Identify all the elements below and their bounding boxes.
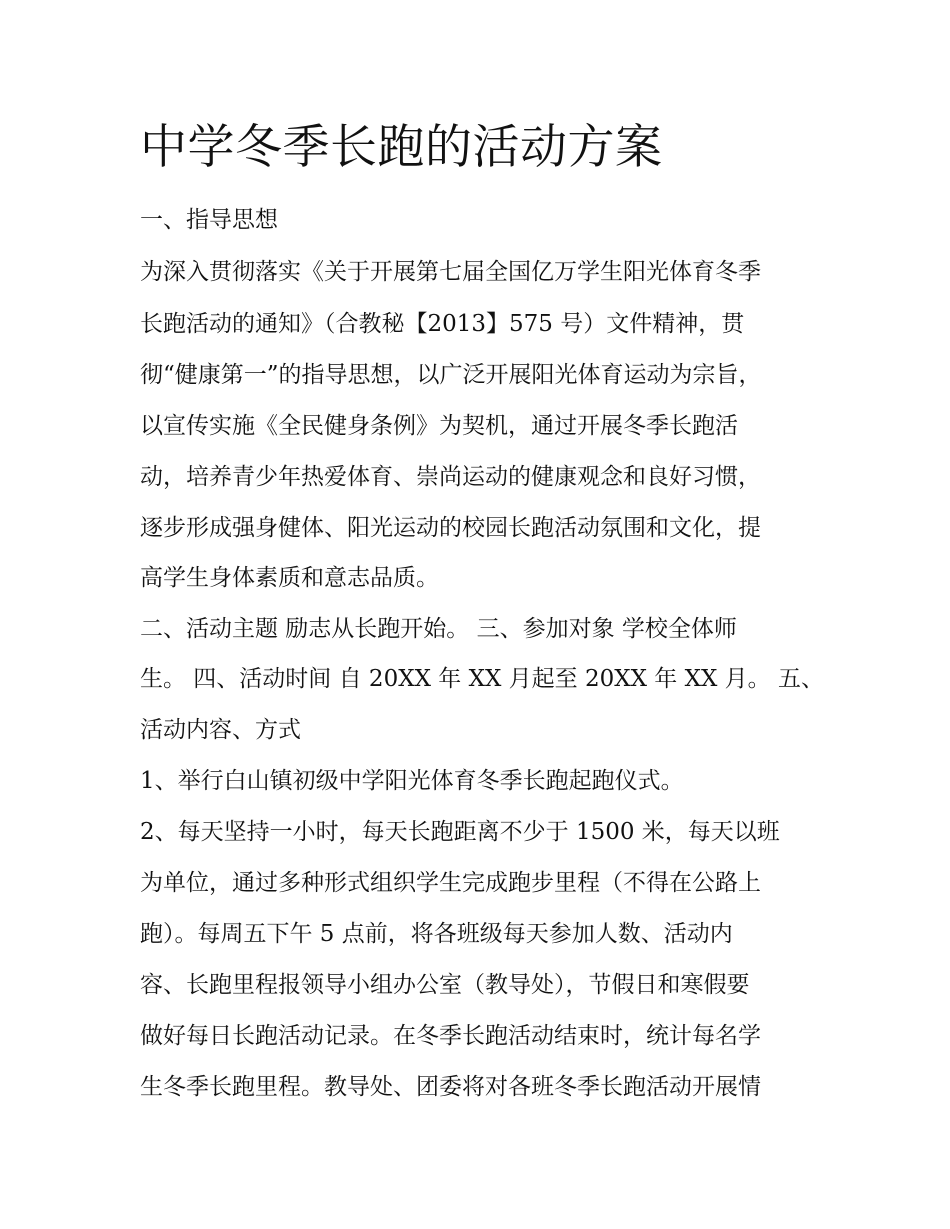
body-text-line: 动，培养青少年热爱体育、崇尚运动的健康观念和良好习惯， bbox=[140, 464, 761, 490]
body-text-line: 跑）。每周五下午 5 点前，将各班级每天参加人数、活动内 bbox=[140, 921, 733, 947]
body-text-line: 做好每日长跑活动记录。在冬季长跑活动结束时，统计每名学 bbox=[140, 1023, 761, 1049]
body-text-line: 为深入贯彻落实《关于开展第七届全国亿万学生阳光体育冬季 bbox=[140, 259, 761, 285]
document-title: 中学冬季长跑的活动方案 bbox=[140, 120, 663, 175]
body-text-line: 高学生身体素质和意志品质。 bbox=[140, 565, 439, 591]
body-text-line: 生。 四、活动时间 自 20XX 年 XX 月起至 20XX 年 XX 月。 五、 bbox=[140, 666, 824, 692]
body-text-line: 生冬季长跑里程。教导处、团委将对各班冬季长跑活动开展情 bbox=[140, 1074, 761, 1100]
body-text-line: 二、活动主题 励志从长跑开始。 三、参加对象 学校全体师 bbox=[140, 616, 737, 642]
body-text-line: 彻“健康第一”的指导思想，以广泛开展阳光体育运动为宗旨， bbox=[140, 362, 762, 388]
body-text-line: 容、长跑里程报领导小组办公室（教导处），节假日和寒假要 bbox=[140, 972, 750, 998]
section-heading-guiding-ideology: 一、指导思想 bbox=[140, 207, 278, 233]
list-item-1: 1、举行白山镇初级中学阳光体育冬季长跑起跑仪式。 bbox=[140, 768, 684, 794]
body-text-line: 为单位，通过多种形式组织学生完成跑步里程（不得在公路上 bbox=[140, 870, 761, 896]
body-text-line: 以宣传实施《全民健身条例》为契机，通过开展冬季长跑活 bbox=[140, 413, 738, 439]
list-item-2: 2、每天坚持一小时，每天长跑距离不少于 1500 米，每天以班 bbox=[140, 819, 780, 845]
body-text-line: 活动内容、方式 bbox=[140, 717, 301, 743]
body-text-line: 逐步形成强身健体、阳光运动的校园长跑活动氛围和文化，提 bbox=[140, 515, 761, 541]
body-text-line: 长跑活动的通知》（合教秘【2013】575 号）文件精神，贯 bbox=[140, 311, 745, 337]
